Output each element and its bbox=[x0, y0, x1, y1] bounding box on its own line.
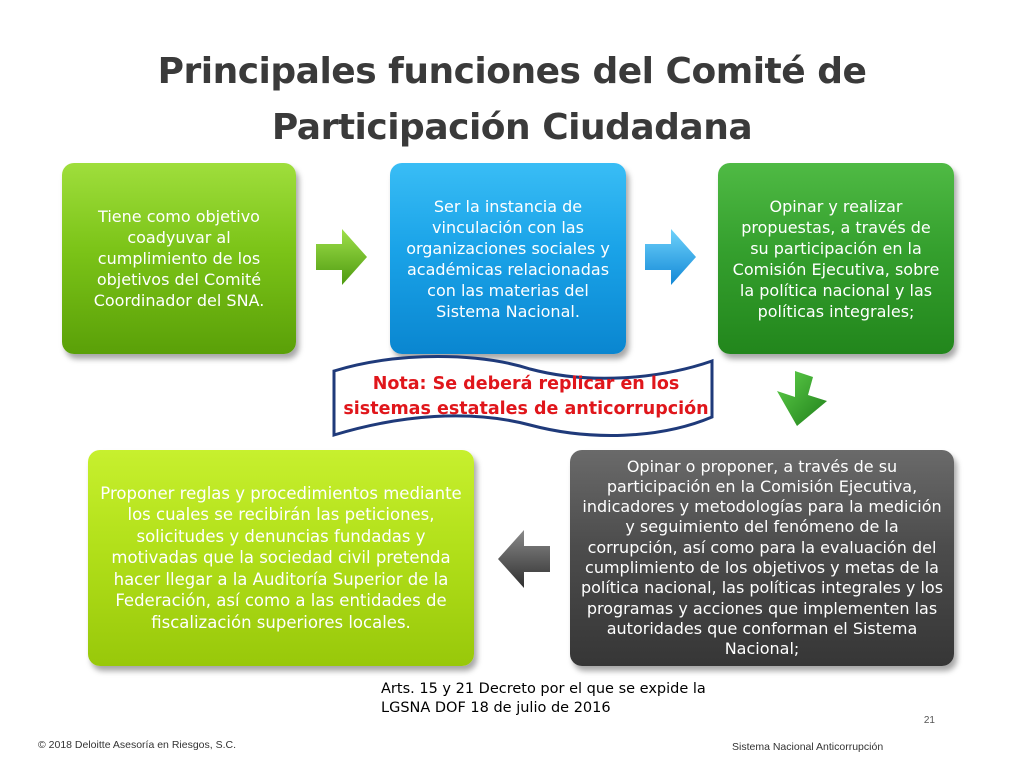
footer-copyright: © 2018 Deloitte Asesoría en Riesgos, S.C. bbox=[38, 739, 237, 751]
arrow-right-icon bbox=[316, 229, 368, 285]
legal-reference-line-2: LGSNA DOF 18 de julio de 2016 bbox=[381, 700, 611, 716]
function-box-liaison-text: Ser la instancia de vinculación con las organizaciones sociales y académicas relacionadas con las materias del Sistema Nacional. bbox=[406, 196, 610, 321]
function-box-proposals bbox=[718, 163, 954, 354]
function-box-rules bbox=[88, 450, 474, 666]
arrow-right-icon bbox=[645, 229, 697, 285]
function-box-objective-text: Tiene como objetivo coadyuvar al cumplimiento de los objetivos del Comité Coordinador del SNA. bbox=[93, 207, 265, 310]
page-number: 21 bbox=[923, 715, 935, 726]
function-box-rules-text: Proponer reglas y procedimientos mediante los cuales se recibirán las peticiones, solicitudes y denuncias fundadas y motivadas que la sociedad civil pretenda hacer llegar a la Auditoría Superior de la Federación, así como a las entidades de fiscalización superiores locales. bbox=[100, 483, 462, 632]
function-box-proposals-text: Opinar y realizar propuestas, a través de su participación en la Comisión Ejecutiva, sobre la política nacional y las políticas integrales; bbox=[732, 196, 940, 321]
legal-reference bbox=[381, 680, 741, 718]
function-box-liaison bbox=[390, 163, 626, 354]
function-box-indicators-text: Opinar o proponer, a través de su participación en la Comisión Ejecutiva, indicadores y metodologías para la medición y seguimiento del fenómeno de la corrupción, así como para la evaluación del cumplimiento de los objetivos y metas de la política nacional, las políticas integrales y los programas y acciones que implementen las autoridades que conforman el Sistema Nacional; bbox=[580, 456, 944, 659]
footer-section-name: Sistema Nacional Anticorrupción bbox=[732, 741, 884, 753]
title-line-2: Participación Ciudadana bbox=[271, 107, 753, 148]
function-box-objective bbox=[62, 163, 296, 354]
function-box-indicators bbox=[570, 450, 954, 666]
legal-reference-line-1: Arts. 15 y 21 Decreto por el que se expide la bbox=[381, 681, 706, 697]
note-text: Nota: Se deberá replicar en los sistemas estatales de anticorrupción bbox=[343, 374, 709, 419]
page-title bbox=[0, 44, 1024, 156]
arrow-left-icon bbox=[497, 530, 551, 588]
title-line-1: Principales funciones del Comité de bbox=[157, 51, 867, 92]
arrow-down-icon bbox=[771, 371, 831, 427]
